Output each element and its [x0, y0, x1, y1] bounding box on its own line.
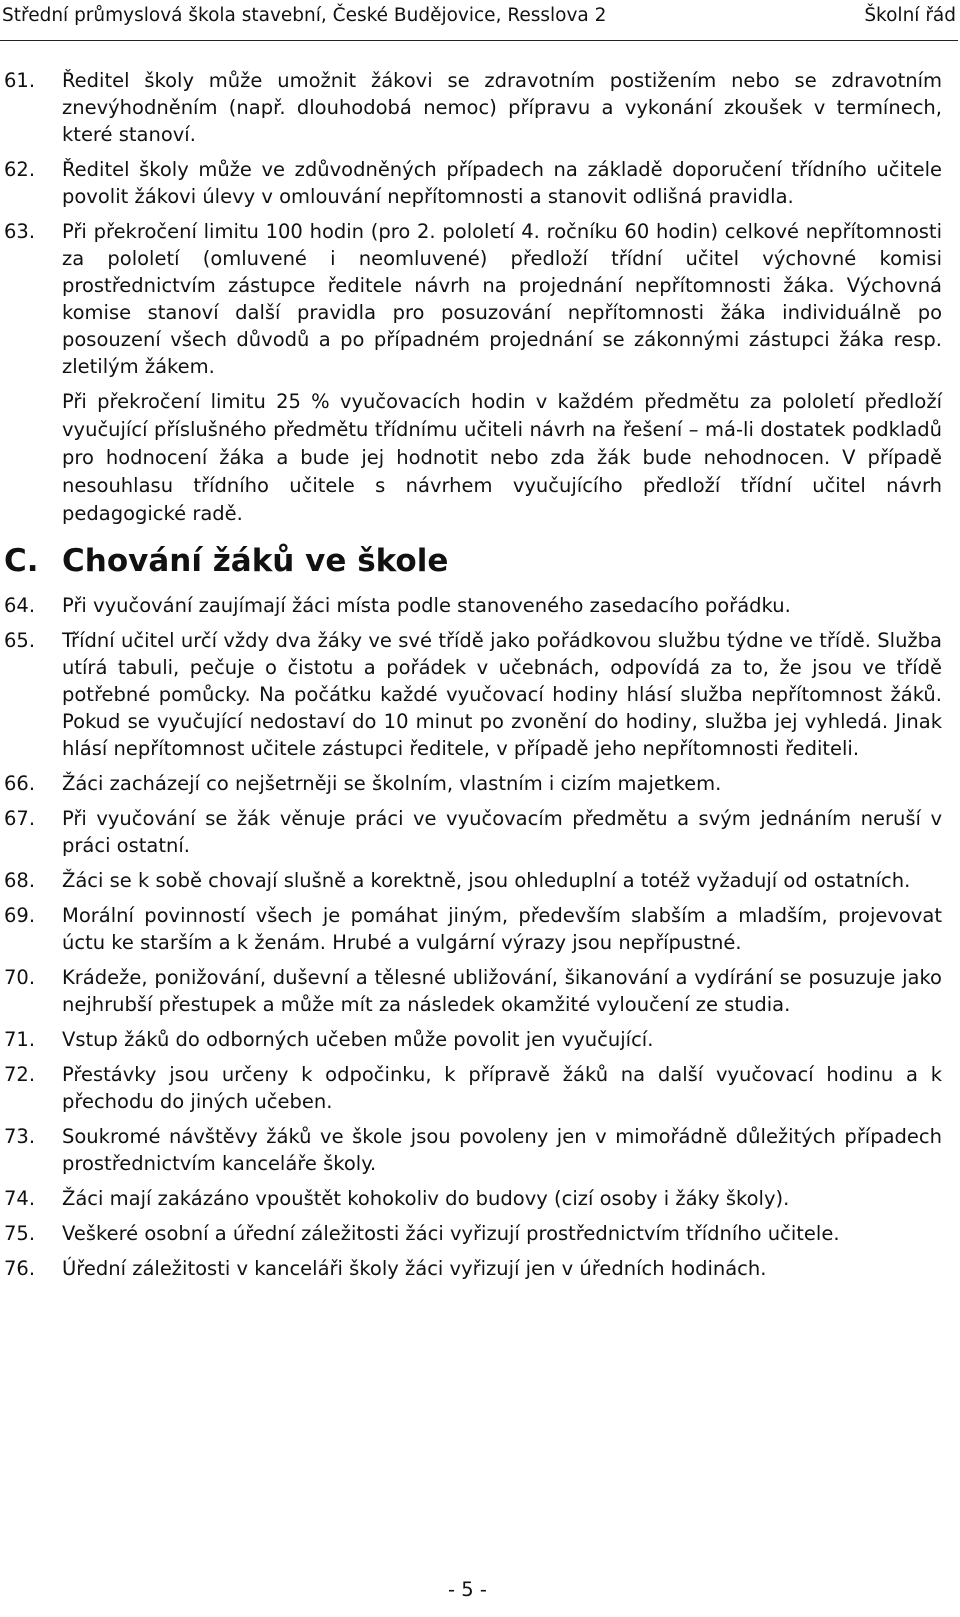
rule-paragraph: Při překročení limitu 25 % vyučovacích hodin v každém předmětu za pololetí předloží vyučující příslušného předmětu třídnímu učiteli návrh na řešení – má-li dostatek podkladů pro hodnocení žáka a bude jej hodnotit nebo zda žák bude nehodnocen. V případě nesouhlasu třídního učitele s návrhem vyučujícího předloží třídní učitel návrh pedagogické radě.	[62, 390, 942, 525]
rule-item	[4, 1061, 960, 1115]
rule-text: Morální povinností všech je pomáhat jiným, především slabším a mladším, projevovat úctu ke starším a k ženám. Hrubé a vulgární výrazy jsou nepřípustné.	[62, 904, 942, 954]
rule-number: 73.	[4, 1125, 36, 1148]
rule-item	[4, 1185, 960, 1212]
rule-number: 67.	[4, 807, 36, 830]
rule-text: Krádeže, ponižování, duševní a tělesné ubližování, šikanování a vydírání se posuzuje jako nejhrubší přestupek a může mít za následek okamžité vyloučení ze studia.	[62, 966, 942, 1016]
rule-item	[4, 964, 960, 1018]
rule-number: 68.	[4, 869, 36, 892]
rule-number: 62.	[4, 158, 36, 181]
rule-text: Třídní učitel určí vždy dva žáky ve své třídě jako pořádkovou službu týdne ve třídě. Služba utírá tabuli, pečuje o čistotu a pořádek v učebnách, odpovídá za to, že jsou ve třídě potřebné pomůcky. Na počátku každé vyučovací hodiny hlásí služba nepřítomnost žáků. Pokud se vyučující nedostaví do 10 minut po zvonění do hodiny, služba jej vyhledá. Jinak hlásí nepřítomnost učitele zástupci ředitele, v případě jeho nepřítomnosti řediteli.	[62, 629, 942, 760]
rule-number: 64.	[4, 594, 36, 617]
rule-item	[4, 1123, 960, 1177]
rule-text: Vstup žáků do odborných učeben může povolit jen vyučující.	[62, 1028, 654, 1051]
rule-text: Žáci se k sobě chovají slušně a korektně, jsou ohleduplní a totéž vyžadují od ostatních.	[62, 869, 911, 892]
rule-item	[4, 592, 960, 619]
rule-number: 65.	[4, 629, 36, 652]
rule-text: Ředitel školy může umožnit žákovi se zdravotním postižením nebo se zdravotním znevýhodněním (např. dlouhodobá nemoc) přípravu a vykonání zkoušek v termínech, které stanoví.	[62, 69, 942, 146]
rule-text: Soukromé návštěvy žáků ve škole jsou povoleny jen v mimořádně důležitých případech prostřednictvím kanceláře školy.	[62, 1125, 942, 1175]
page-number: - 5 -	[448, 1578, 487, 1601]
rule-text: Při překročení limitu 100 hodin (pro 2. pololetí 4. ročníku 60 hodin) celkové nepřítomnosti za pololetí (omluvené i neomluvené) předloží třídní učitel výchovné komisi prostřednictvím zástupce ředitele návrh na projednání nepřítomnosti žáka. Výchovná komise stanoví další pravidla pro posuzování nepřítomnosti žáka individuálně po posouzení všech důvodů a po případném projednání se zákonnými zástupci žáka resp. zletilým žákem.	[62, 220, 942, 378]
rule-item	[4, 770, 960, 797]
rule-item	[4, 805, 960, 859]
rule-text: Při vyučování se žák věnuje práci ve vyučovacím předmětu a svým jednáním neruší v práci ostatní.	[62, 807, 942, 857]
rule-text: Žáci zacházejí co nejšetrněji se školním, vlastním i cizím majetkem.	[62, 772, 722, 795]
rule-item	[4, 902, 960, 956]
rule-number: 70.	[4, 966, 36, 989]
rule-item	[4, 1026, 960, 1053]
rule-number: 69.	[4, 904, 36, 927]
rule-text: Veškeré osobní a úřední záležitosti žáci vyřizují prostřednictvím třídního učitele.	[62, 1222, 840, 1245]
header-school-name: Střední průmyslová škola stavební, České Budějovice, Resslova 2	[2, 5, 607, 26]
rule-text: Žáci mají zakázáno vpouštět kohokoliv do budovy (cizí osoby i žáky školy).	[62, 1187, 790, 1210]
rule-item	[4, 156, 960, 210]
rule-number: 76.	[4, 1257, 36, 1280]
rule-text: Úřední záležitosti v kanceláři školy žáci vyřizují jen v úředních hodinách.	[62, 1257, 767, 1280]
rule-item	[4, 1220, 960, 1247]
rule-number: 75.	[4, 1222, 36, 1245]
rule-text: Při vyučování zaujímají žáci místa podle stanoveného zasedacího pořádku.	[62, 594, 791, 617]
page-header	[0, 0, 958, 41]
rule-number: 71.	[4, 1028, 36, 1051]
rule-number: 74.	[4, 1187, 36, 1210]
rule-number: 61.	[4, 69, 36, 92]
rule-item	[4, 867, 960, 894]
rule-item	[4, 627, 960, 762]
section-heading	[4, 542, 960, 580]
section-letter: C.	[4, 543, 39, 579]
rule-number: 66.	[4, 772, 36, 795]
document-body	[4, 67, 960, 1290]
rule-item	[4, 1255, 960, 1282]
rule-number: 63.	[4, 220, 36, 243]
rule-item	[4, 67, 960, 148]
header-document-title: Školní řád	[864, 5, 956, 26]
section-title: Chování žáků ve škole	[62, 543, 449, 579]
rule-number: 72.	[4, 1063, 36, 1086]
rule-text: Ředitel školy může ve zdůvodněných případech na základě doporučení třídního učitele povolit žákovi úlevy v omlouvání nepřítomnosti a stanovit odlišná pravidla.	[62, 158, 942, 208]
rule-item	[4, 218, 960, 380]
rule-text: Přestávky jsou určeny k odpočinku, k přípravě žáků na další vyučovací hodinu a k přechodu do jiných učeben.	[62, 1063, 942, 1113]
